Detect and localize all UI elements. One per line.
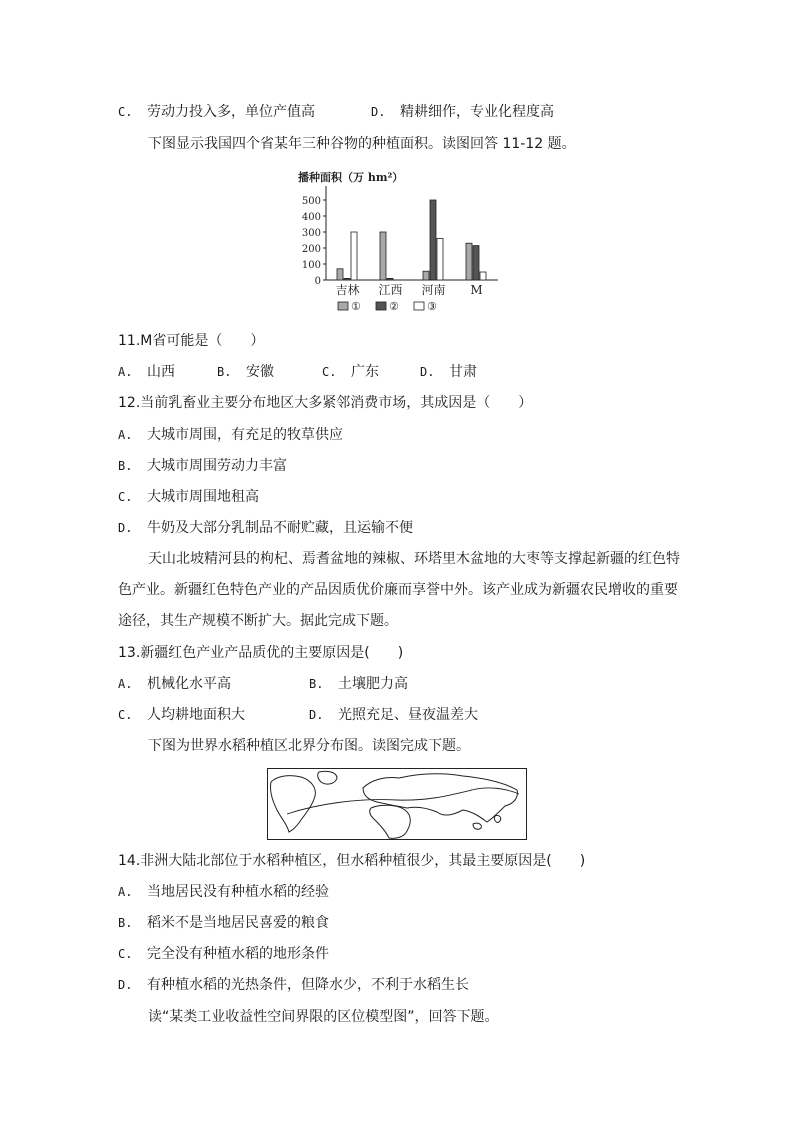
- q11-stem: 11.M省可能是（ ）: [118, 333, 265, 349]
- option-letter: A.: [118, 428, 133, 442]
- option-letter: A.: [118, 677, 133, 691]
- q12-option-c[interactable]: [118, 487, 259, 507]
- option-text: 人均耕地面积大: [147, 707, 245, 723]
- bar-chart-svg: [296, 168, 506, 318]
- q11-option-c[interactable]: [322, 362, 379, 382]
- q12-option-d[interactable]: [118, 518, 413, 538]
- category-label: 吉林: [335, 283, 360, 297]
- option-text: 大城市周围劳动力丰富: [147, 458, 287, 474]
- q10-option-d: [371, 102, 554, 122]
- q13-stem: 13.新疆红色产业产品质优的主要原因是( ): [118, 645, 404, 661]
- option-text: 山西: [147, 364, 175, 380]
- legend-swatch: [338, 302, 348, 310]
- option-text: 完全没有种植水稻的地形条件: [147, 946, 329, 962]
- option-text: 甘肃: [449, 364, 477, 380]
- world-map-svg: [267, 768, 527, 840]
- y-tick-label: 100: [301, 260, 321, 271]
- map-intro: 下图为世界水稻种植区北界分布图。读图完成下题。: [148, 738, 470, 754]
- q10-option-c: [118, 102, 315, 122]
- legend-swatch: [414, 302, 424, 310]
- bar-江西-series-2: [387, 278, 393, 280]
- option-text: 稻米不是当地居民喜爱的粮食: [147, 915, 329, 931]
- option-letter: D.: [118, 978, 133, 992]
- legend-label: ③: [427, 300, 437, 313]
- option-letter: C.: [118, 490, 133, 504]
- legend-swatch: [376, 302, 386, 310]
- option-letter: C.: [118, 947, 133, 961]
- option-text: 有种植水稻的光热条件，但降水少，不利于水稻生长: [147, 977, 469, 993]
- option-letter: D.: [118, 521, 133, 535]
- option-text: 牛奶及大部分乳制品不耐贮藏，且运输不便: [147, 520, 413, 536]
- q12-stem: 12.当前乳畜业主要分布地区大多紧邻消费市场，其成因是（ ）: [118, 395, 533, 411]
- bar-M-series-2: [473, 246, 479, 280]
- passage-line-3: 途径，其生产规模不断扩大。据此完成下题。: [118, 613, 398, 629]
- q14-stem: 14.非洲大陆北部位于水稻种植区，但水稻种植很少，其最主要原因是( ): [118, 853, 586, 869]
- world-rice-map: [267, 768, 527, 840]
- bar-河南-series-3: [437, 238, 443, 280]
- y-tick-label: 200: [301, 244, 321, 255]
- q13-option-d[interactable]: [309, 705, 478, 725]
- q11-option-b[interactable]: [217, 362, 274, 382]
- q12-option-b[interactable]: [118, 456, 287, 476]
- option-text: 广东: [351, 364, 379, 380]
- q14-option-b[interactable]: [118, 913, 329, 933]
- bar-江西-series-1: [380, 232, 386, 280]
- q11-option-a[interactable]: [118, 362, 175, 382]
- passage-line-1: 天山北坡精河县的枸杞、焉耆盆地的辣椒、环塔里木盆地的大枣等支撑起新疆的红色特: [148, 551, 680, 567]
- option-text: 土壤肥力高: [338, 676, 408, 692]
- q12-option-a[interactable]: [118, 425, 343, 445]
- option-text: 当地居民没有种植水稻的经验: [147, 884, 329, 900]
- y-tick-label: 400: [301, 212, 321, 223]
- chart-title: 播种面积（万 hm²）: [298, 171, 404, 184]
- option-letter: B.: [217, 365, 232, 379]
- option-letter: B.: [309, 677, 324, 691]
- final-intro: 读“某类工业收益性空间界限的区位模型图”，回答下题。: [148, 1009, 499, 1025]
- option-text: 劳动力投入多，单位产值高: [147, 104, 315, 120]
- option-letter: D.: [420, 365, 435, 379]
- option-letter: B.: [118, 459, 133, 473]
- option-text: 大城市周围地租高: [147, 489, 259, 505]
- option-text: 机械化水平高: [147, 676, 231, 692]
- option-letter: A.: [118, 365, 133, 379]
- q13-option-a[interactable]: [118, 674, 231, 694]
- option-letter: C.: [322, 365, 337, 379]
- q14-option-a[interactable]: [118, 882, 329, 902]
- option-text: 安徽: [246, 364, 274, 380]
- option-letter: D.: [371, 105, 386, 119]
- q13-option-b[interactable]: [309, 674, 408, 694]
- category-label: 河南: [421, 283, 446, 297]
- y-tick-label: 500: [301, 196, 321, 207]
- passage-line-2: 色产业。新疆红色特色产业的产品因质优价廉而享誉中外。该产业成为新疆农民增收的重要: [118, 582, 678, 598]
- q14-option-c[interactable]: [118, 944, 329, 964]
- option-letter: D.: [309, 708, 324, 722]
- option-text: 光照充足、昼夜温差大: [338, 707, 478, 723]
- chart-intro: 下图显示我国四个省某年三种谷物的种植面积。读图回答 11-12 题。: [148, 136, 576, 152]
- category-label: 江西: [378, 283, 403, 297]
- bar-河南-series-2: [430, 200, 436, 280]
- option-letter: C.: [118, 708, 133, 722]
- legend-label: ②: [389, 300, 399, 313]
- bar-河南-series-1: [423, 271, 429, 280]
- y-tick-label: 300: [301, 228, 321, 239]
- legend-label: ①: [351, 300, 361, 313]
- option-text: 大城市周围，有充足的牧草供应: [147, 427, 343, 443]
- bar-吉林-series-1: [337, 269, 343, 280]
- option-letter: B.: [118, 916, 133, 930]
- q11-option-d[interactable]: [420, 362, 477, 382]
- option-letter: A.: [118, 885, 133, 899]
- option-letter: C.: [118, 105, 133, 119]
- bar-吉林-series-2: [344, 278, 350, 280]
- category-label: M: [470, 283, 483, 297]
- bar-M-series-3: [480, 272, 486, 280]
- bar-chart: [296, 168, 506, 318]
- q14-option-d[interactable]: [118, 975, 469, 995]
- bar-M-series-1: [466, 243, 472, 280]
- option-text: 精耕细作，专业化程度高: [400, 104, 554, 120]
- y-tick-label: 0: [314, 276, 321, 287]
- bar-吉林-series-3: [351, 232, 357, 280]
- q13-option-c[interactable]: [118, 705, 245, 725]
